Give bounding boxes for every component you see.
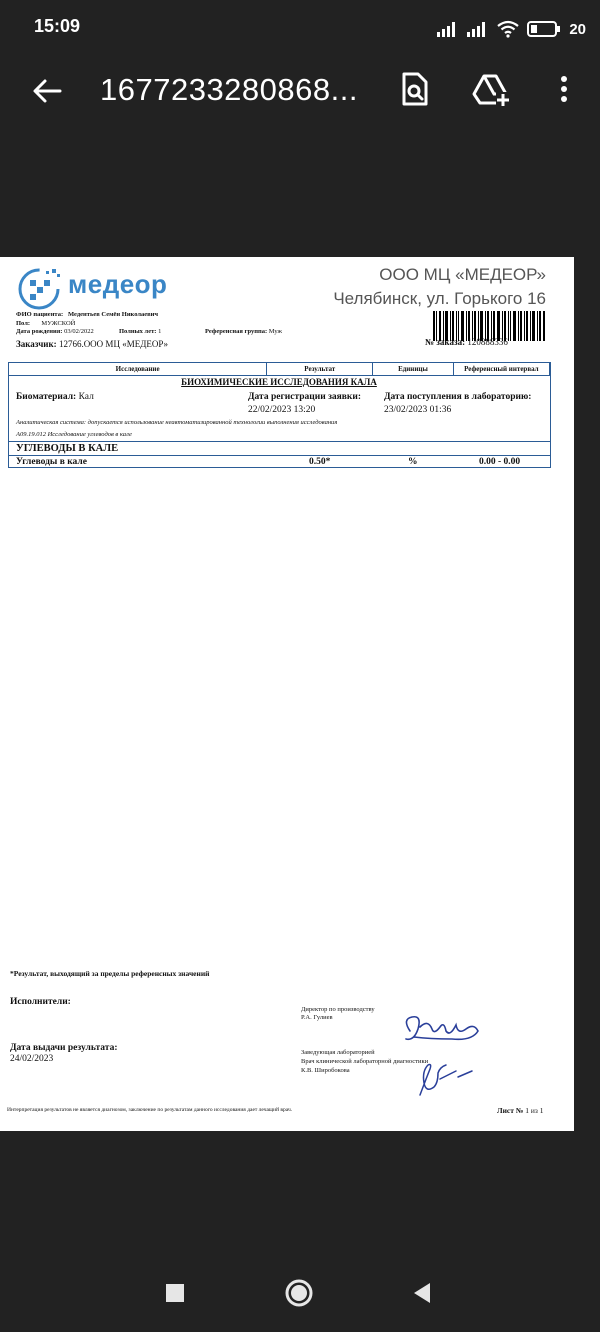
find-in-page-icon[interactable] [395, 70, 433, 108]
table-border-bottom [8, 467, 550, 468]
org-address: Челябинск, ул. Горького 16 [333, 289, 546, 308]
issue-date-value: 24/02/2023 [10, 1054, 54, 1064]
col-header-units: Единицы [373, 363, 453, 376]
status-bar [0, 0, 600, 56]
client-line: Заказчик: 12766.ООО МЦ «МЕДЕОР» [16, 339, 169, 349]
square-recents-icon[interactable] [158, 1276, 192, 1310]
battery-percent: 20 [569, 20, 586, 38]
org-name: ООО МЦ «МЕДЕОР» [379, 265, 546, 284]
battery-icon [527, 20, 561, 38]
table-border-right [550, 362, 551, 468]
section-title: БИОХИМИЧЕСКИЕ ИССЛЕДОВАНИЯ КАЛА [181, 377, 377, 387]
head-name: К.В. Широбокова [301, 1067, 350, 1074]
wifi-icon [497, 20, 519, 38]
head-title-2: Врач клинической лабораторной диагностики [301, 1058, 429, 1065]
patient-line: ФИО пациента: Медентьев Семён Николаевич [16, 311, 159, 318]
analytic-note: Аналитическая система: допускается использование неавтоматизированной технологии выполнения исследования [16, 419, 338, 426]
reg-date-value: 22/02/2023 13:20 [248, 405, 316, 415]
director-signature [400, 1009, 482, 1049]
results-table-header [8, 362, 550, 376]
row-result: 0.50* [309, 457, 331, 467]
col-header-test: Исследование [9, 363, 267, 376]
head-signature [412, 1057, 476, 1099]
status-time: 15:09 [34, 16, 81, 36]
more-vert-icon[interactable] [545, 70, 583, 108]
age-line: Полных лет: 1 [119, 328, 162, 335]
pdf-page[interactable] [0, 257, 574, 1131]
logo-text: медеор [68, 269, 168, 299]
head-title-1: Заведующая лабораторией [301, 1049, 375, 1056]
signal-icon [437, 21, 459, 37]
lab-date-label: Дата поступления в лабораторию: [384, 392, 532, 402]
row-units: % [408, 457, 418, 467]
status-icons [437, 18, 586, 40]
medeor-logo-icon [16, 265, 62, 311]
signal-icon-2 [467, 21, 489, 37]
row-divider [8, 455, 550, 456]
group-divider [8, 441, 550, 442]
document-title: 1677233280868... [100, 72, 358, 107]
dob-line: Дата рождения: 03/02/2022 [16, 328, 94, 335]
triangle-back-icon[interactable] [405, 1276, 439, 1310]
out-of-range-note: *Результат, выходящий за пределы референсных значений [10, 969, 210, 978]
disclaimer: Интерпретация результатов не является диагнозом, заключение по результатам данного исследования дает лечащий врач. [7, 1107, 293, 1113]
order-number: № заказа: 120888336 [425, 337, 508, 347]
performers-label: Исполнители: [10, 997, 71, 1007]
row-reference: 0.00 - 0.00 [479, 457, 521, 467]
director-name: Р.А. Гулиев [301, 1014, 333, 1021]
issue-date-label: Дата выдачи результата: [10, 1043, 118, 1053]
sex-line: Пол: МУЖСКОЙ [16, 320, 76, 327]
sheet-number: Лист № 1 из 1 [497, 1106, 544, 1115]
reg-date-label: Дата регистрации заявки: [248, 392, 362, 402]
ref-group-line: Референсная группа: Муж [205, 328, 283, 335]
test-code-note: A09.19.012 Исследование углеводов в кале [16, 431, 132, 438]
arrow-left-icon[interactable] [30, 74, 64, 108]
add-to-drive-icon[interactable] [472, 70, 510, 108]
col-header-result: Результат [267, 363, 373, 376]
director-title: Директор по производству [301, 1006, 375, 1013]
col-header-reference: Референсный интервал [453, 363, 549, 376]
lab-date-value: 23/02/2023 01:36 [384, 405, 452, 415]
group-title: УГЛЕВОДЫ В КАЛЕ [16, 443, 119, 454]
biomaterial: Биоматериал: Кал [16, 392, 94, 402]
app-toolbar [0, 56, 600, 126]
circle-home-icon[interactable] [282, 1276, 316, 1310]
row-test-name: Углеводы в кале [16, 457, 87, 467]
system-nav-bar [0, 1256, 600, 1332]
